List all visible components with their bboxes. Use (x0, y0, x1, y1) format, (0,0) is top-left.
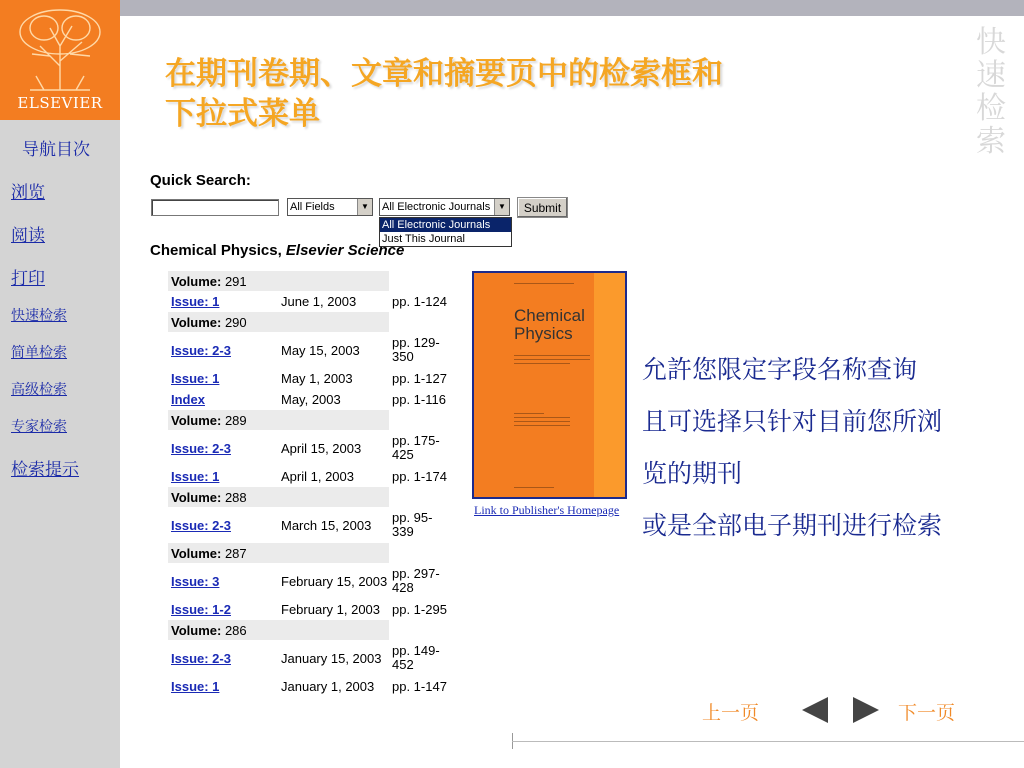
cover-text-line (514, 425, 570, 426)
issue-date: March 15, 2003 (281, 517, 372, 533)
volume-label: Volume: (171, 314, 222, 330)
cover-text-line (514, 359, 590, 360)
issue-date: April 1, 2003 (281, 469, 354, 484)
issue-link[interactable]: Issue: 1-2 (171, 602, 231, 617)
dropdown-option-all-journals[interactable]: All Electronic Journals (380, 218, 511, 232)
cover-text-line (514, 283, 574, 284)
cover-title (514, 307, 585, 343)
cover-title-line-1: Chemical (514, 306, 585, 325)
issue-date: February 1, 2003 (281, 602, 381, 617)
volume-cell (168, 543, 389, 563)
nav-link-expert-search[interactable]: 专家检索 (11, 419, 67, 435)
issue-date: May, 2003 (281, 392, 341, 407)
nav-link-read[interactable]: 阅读 (11, 226, 45, 246)
issue-link[interactable]: Issue: 2-3 (171, 440, 231, 456)
issue-row (168, 466, 449, 487)
description-text (642, 344, 1002, 552)
issue-link[interactable]: Index (171, 392, 205, 407)
issue-pages: pp. 1-127 (392, 370, 447, 386)
volume-row (168, 271, 449, 291)
issue-link[interactable]: Issue: 3 (171, 573, 220, 589)
volume-blank-cell (389, 487, 449, 507)
volume-label: Volume: (171, 622, 222, 638)
issue-pages: pp. 297-428 (392, 566, 440, 595)
elsevier-logo (0, 0, 120, 120)
volume-number: 288 (224, 489, 247, 505)
next-page-button[interactable]: 下一页 (898, 702, 956, 724)
volume-row (168, 620, 449, 640)
tree-logo-icon (10, 6, 110, 92)
issue-pages: pp. 1-174 (392, 468, 447, 484)
issue-link[interactable]: Issue: 2-3 (171, 650, 231, 666)
volume-row (168, 312, 449, 332)
top-bar (120, 0, 1024, 16)
field-select-value: All Fields (290, 201, 335, 213)
volume-row (168, 543, 449, 563)
submit-button[interactable]: Submit (517, 197, 568, 218)
issue-date: February 15, 2003 (281, 573, 388, 589)
cover-text-line (514, 417, 570, 418)
issue-link[interactable]: Issue: 1 (171, 469, 220, 484)
issue-row (168, 563, 449, 599)
cover-strip (594, 273, 625, 497)
journal-publisher: Elsevier Science (285, 242, 405, 259)
quick-search-label: Quick Search: (150, 172, 251, 189)
volume-cell (168, 312, 389, 332)
chevron-down-icon[interactable]: ▼ (357, 199, 372, 215)
issue-cell (168, 599, 278, 620)
issue-date: January 1, 2003 (281, 679, 375, 694)
cover-text-line (514, 363, 570, 364)
issue-date: April 15, 2003 (281, 440, 362, 456)
nav-link-search-tips[interactable]: 检索提示 (11, 460, 79, 480)
issue-cell (168, 640, 278, 676)
next-arrow-icon[interactable] (853, 697, 879, 723)
issue-pages: pp. 95-339 (392, 510, 433, 539)
issues-table (168, 271, 449, 697)
volume-number: 291 (224, 273, 247, 289)
nav-link-browse[interactable]: 浏览 (11, 183, 45, 203)
volume-label: Volume: (171, 273, 222, 289)
issue-row (168, 368, 449, 389)
volume-cell (168, 271, 389, 291)
volume-cell (168, 620, 389, 640)
page-title (165, 54, 905, 134)
volume-label: Volume: (171, 412, 222, 428)
sidebar (0, 0, 120, 768)
field-select[interactable] (287, 198, 373, 216)
page-title-line-2: 下拉式菜单 (165, 96, 320, 132)
cover-text-line (514, 355, 590, 356)
nav-link-quick-search[interactable]: 快速检索 (11, 308, 67, 324)
issue-cell (168, 563, 278, 599)
issue-cell (168, 676, 278, 697)
volume-number: 290 (224, 314, 247, 330)
cover-background (474, 273, 625, 497)
volume-label: Volume: (171, 545, 222, 561)
issue-row (168, 599, 449, 620)
volume-label: Volume: (171, 489, 222, 505)
description-line-4: 或是全部电子期刊进行检索 (642, 511, 943, 540)
issue-pages: pp. 1-124 (392, 293, 447, 309)
dropdown-option-this-journal[interactable]: Just This Journal (382, 233, 465, 245)
nav-link-advanced-search[interactable]: 高级检索 (11, 382, 67, 398)
issue-row (168, 507, 449, 543)
description-line-2: 且可选择只针对目前您所浏 (642, 407, 943, 436)
issue-cell (168, 507, 278, 543)
prev-page-button[interactable]: 上一页 (702, 702, 760, 724)
journal-select-value: All Electronic Journals (382, 201, 491, 213)
nav-link-print[interactable]: 打印 (11, 269, 45, 289)
issue-date: June 1, 2003 (281, 294, 357, 309)
publisher-homepage-link[interactable]: Link to Publisher's Homepage (474, 503, 620, 517)
volume-number: 289 (224, 412, 247, 428)
issue-pages: pp. 1-116 (392, 391, 446, 407)
issue-link[interactable]: Issue: 2-3 (171, 342, 231, 358)
issue-link[interactable]: Issue: 2-3 (171, 517, 231, 533)
issue-cell (168, 466, 278, 487)
issue-row (168, 430, 449, 466)
volume-row (168, 410, 449, 430)
volume-blank-cell (389, 312, 449, 332)
chevron-down-icon[interactable]: ▼ (494, 199, 509, 215)
issue-link[interactable]: Issue: 1 (171, 679, 220, 694)
description-line-1: 允許您限定字段名称查询 (642, 355, 918, 384)
logo-brand-text: ELSEVIER (17, 94, 103, 112)
quick-search-input[interactable] (151, 199, 279, 216)
issue-date: May 1, 2003 (281, 371, 353, 386)
issue-link[interactable]: Issue: 1 (171, 294, 220, 309)
volume-number: 286 (224, 622, 247, 638)
issue-pages: pp. 149-452 (392, 643, 440, 672)
cover-title-line-2: Physics (514, 324, 573, 343)
issue-link[interactable]: Issue: 1 (171, 371, 220, 386)
issue-row (168, 332, 449, 368)
issue-pages: pp. 175-425 (392, 433, 440, 462)
issue-date: January 15, 2003 (281, 650, 382, 666)
nav-link-simple-search[interactable]: 简单检索 (11, 345, 67, 361)
cover-text-line (514, 487, 554, 488)
issue-date: May 15, 2003 (281, 342, 360, 358)
volume-number: 287 (224, 545, 247, 561)
volume-row (168, 487, 449, 507)
issue-pages: pp. 1-295 (392, 601, 447, 617)
issue-row (168, 389, 449, 410)
volume-blank-cell (389, 543, 449, 563)
side-section-title: 快速检索 (976, 25, 1006, 159)
bottom-divider (512, 741, 1024, 742)
description-line-3: 览的期刊 (642, 459, 743, 488)
journal-name: Chemical Physics, (150, 242, 282, 259)
issue-row (168, 291, 449, 312)
page-title-line-1: 在期刊卷期、文章和摘要页中的检索框和 (165, 56, 723, 92)
issue-pages: pp. 129-350 (392, 335, 440, 364)
prev-arrow-icon[interactable] (802, 697, 828, 723)
volume-cell (168, 487, 389, 507)
volume-blank-cell (389, 620, 449, 640)
issue-cell (168, 430, 278, 466)
issue-pages: pp. 1-147 (392, 678, 447, 694)
issue-cell (168, 389, 278, 410)
issue-cell (168, 291, 278, 312)
journal-title (150, 242, 404, 259)
volume-blank-cell (389, 410, 449, 430)
issue-row (168, 676, 449, 697)
issue-row (168, 640, 449, 676)
journal-cover-image[interactable] (472, 271, 627, 499)
cover-text-line (514, 421, 570, 422)
cover-text-line (514, 413, 544, 414)
issue-cell (168, 368, 278, 389)
journal-select[interactable] (379, 198, 510, 216)
nav-title: 导航目次 (22, 140, 90, 160)
issue-cell (168, 332, 278, 368)
volume-cell (168, 410, 389, 430)
volume-blank-cell (389, 271, 449, 291)
